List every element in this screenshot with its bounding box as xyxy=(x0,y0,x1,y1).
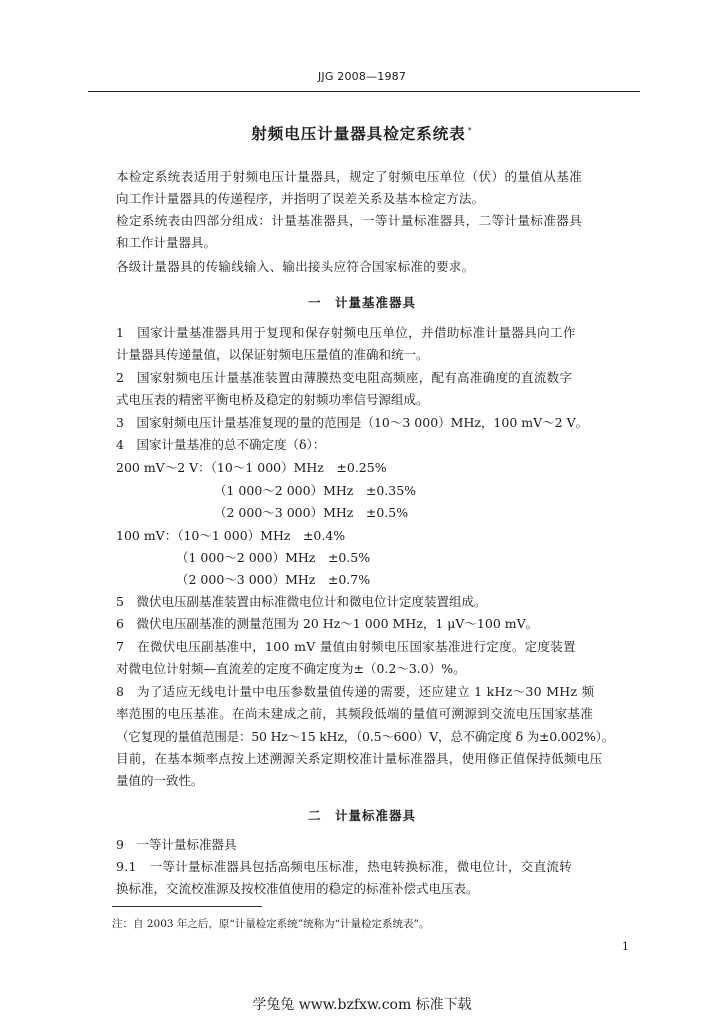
footnote: 注：自 2003 年之后，原“计量检定系统”统称为“计量检定系统表”。 xyxy=(112,918,430,930)
title-footnote-marker: * xyxy=(467,125,473,135)
section1-line: 5 微伏电压副基准装置由标准微电位计和微电位计定度装置组成。 xyxy=(116,594,487,609)
uncertainty-line: （2 000～3 000）MHz ±0.5% xyxy=(214,505,409,520)
section2-line: 9 一等计量标准器具 xyxy=(116,837,237,852)
section1-line: 率范围的电压基准。在尚未建成之前，其频段低端的量值可溯源到交流电压国家基准 xyxy=(116,706,594,721)
section1-line: 2 国家射频电压计量基准装置由薄膜热变电阻高频座，配有高准确度的直流数字 xyxy=(116,370,573,385)
title-text: 射频电压计量器具检定系统表 xyxy=(251,125,466,143)
uncertainty-line: 200 mV～2 V：（10～1 000）MHz ±0.25% xyxy=(116,460,387,475)
intro-line: 各级计量器具的传输线输入、输出接头应符合国家标准的要求。 xyxy=(116,259,475,274)
watermark-footer: 学兔兔 www.bzfxw.com 标准下载 xyxy=(252,997,472,1013)
intro-line: 向工作计量器具的传递程序，并指明了误差关系及基本检定方法。 xyxy=(116,191,485,206)
section1-line: 3 国家射频电压计量基准复现的量的范围是（10～3 000）MHz，100 mV～2 V。 xyxy=(116,415,589,430)
section-heading-2: 二 计量标准器具 xyxy=(307,808,416,823)
footnote-rule xyxy=(112,906,262,907)
section1-line: 8 为了适应无线电计量中电压参数量值传递的需要，还应建立 1 kHz～30 MHz 频 xyxy=(116,684,595,699)
document-title xyxy=(0,122,724,144)
uncertainty-line: （1 000～2 000）MHz ±0.35% xyxy=(214,483,417,498)
intro-line: 检定系统表由四部分组成：计量基准器具，一等计量标准器具，二等计量标准器具 xyxy=(116,213,583,228)
section1-line: 6 微伏电压副基准的测量范围为 20 Hz～1 000 MHz，1 μV～100 mV。 xyxy=(116,616,539,631)
section1-line: 对微电位计射频—直流差的定度不确定度为±（0.2～3.0）%。 xyxy=(116,661,466,676)
page-number: 1 xyxy=(622,940,629,953)
uncertainty-line: （1 000～2 000）MHz ±0.5% xyxy=(176,550,371,565)
section1-line: 目前，在基本频率点按上述溯源关系定期校准计量标准器具，使用修正值保持低频电压 xyxy=(116,751,603,766)
section1-line: 量值的一致性。 xyxy=(116,773,204,788)
section1-line: 4 国家计量基准的总不确定度（δ）： xyxy=(116,437,326,452)
standard-code-header: JJG 2008—1987 xyxy=(317,70,407,83)
header-rule xyxy=(88,91,640,92)
section2-line: 换标准，交流校准源及按校准值使用的稳定的标准补偿式电压表。 xyxy=(116,881,479,896)
section-heading-1: 一 计量基准器具 xyxy=(307,295,416,310)
section1-line: （它复现的量值范围是：50 Hz～15 kHz，（0.5～600）V，总不确定度 δ 为±0.002%）。 xyxy=(116,729,615,744)
uncertainty-line: 100 mV：（10～1 000）MHz ±0.4% xyxy=(116,528,346,543)
intro-line: 本检定系统表适用于射频电压计量器具，规定了射频电压单位（伏）的量值从基准 xyxy=(116,169,583,184)
section1-line: 7 在微伏电压副基准中，100 mV 量值由射频电压国家基准进行定度。定度装置 xyxy=(116,639,576,654)
uncertainty-line: （2 000～3 000）MHz ±0.7% xyxy=(176,572,371,587)
section2-line: 9.1 一等计量标准器具包括高频电压标准，热电转换标准，微电位计，交直流转 xyxy=(116,859,572,874)
section1-line: 式电压表的精密平衡电桥及稳定的射频功率信号源组成。 xyxy=(116,392,429,407)
section1-line: 1 国家计量基准器具用于复现和保存射频电压单位，并借助标准计量器具向工作 xyxy=(116,325,576,340)
section1-line: 计量器具传递量值，以保证射频电压量值的准确和统一。 xyxy=(116,347,429,362)
intro-line: 和工作计量器具。 xyxy=(116,235,217,250)
